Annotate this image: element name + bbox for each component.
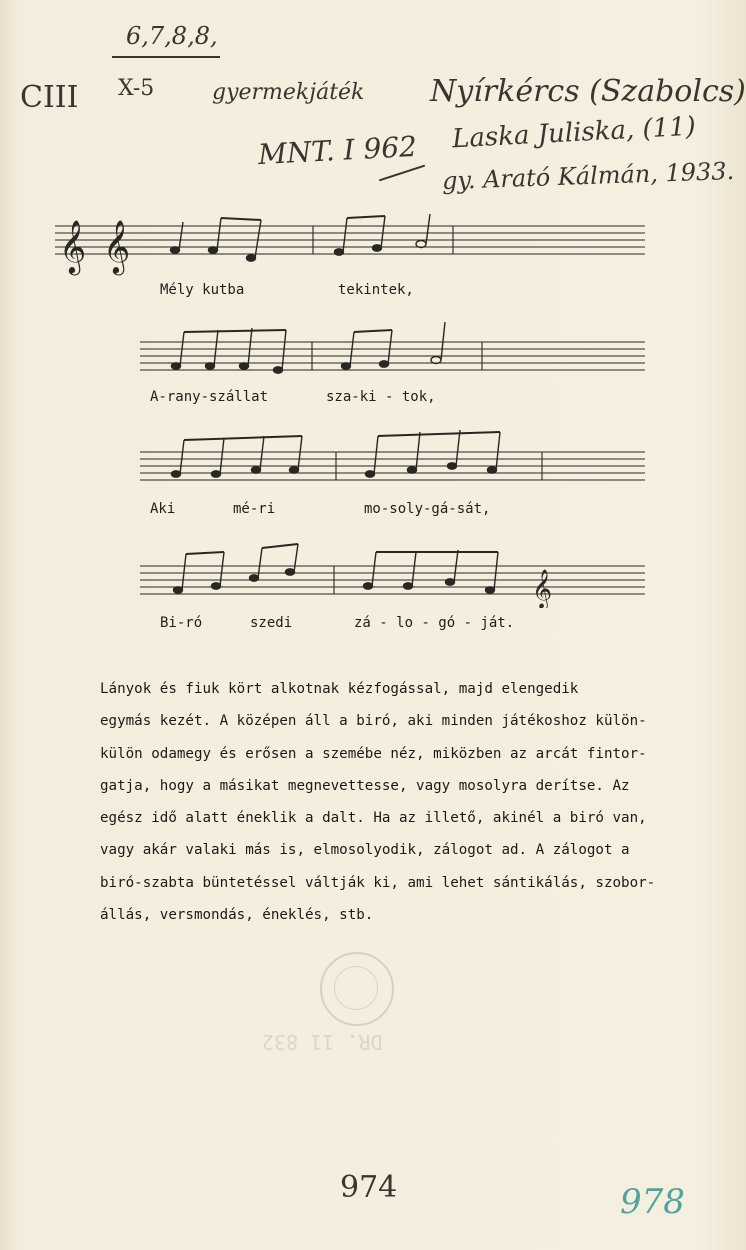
music-staff-2 (140, 318, 650, 384)
description-line: egész idő alatt éneklik a dalt. Ha az illető, akinél a biró van, (100, 810, 647, 827)
lyric-line-2b: sza-ki - tok, (326, 389, 436, 405)
lyric-line-4a: Bi-ró (160, 615, 203, 631)
catalog-number: 6,7,8,8, (126, 22, 218, 50)
description-line: biró-szabta büntetéssel váltják ki, ami lehet sántikálás, szobor- (100, 874, 656, 891)
music-staff-3 (140, 422, 650, 492)
lyric-line-4b: szedi (250, 615, 293, 631)
stamped-page-number: 978 (620, 1182, 685, 1222)
section-code: CIII (20, 80, 79, 115)
lyric-line-3b: mé-ri (233, 501, 276, 517)
catalog-underline (112, 56, 220, 58)
handwritten-page-number: 974 (340, 1170, 398, 1205)
lyric-line-3a: Aki (150, 501, 176, 517)
description-line: Lányok és fiuk kört alkotnak kézfogással, majd elengedik (100, 681, 579, 697)
archive-stamp-icon (320, 952, 394, 1026)
archive-id-underline (379, 165, 425, 182)
treble-clef-icon: 𝄞 (103, 219, 131, 273)
music-staff-1 (55, 212, 655, 278)
ending-mark-icon: 𝄞 (532, 569, 553, 608)
singer-label: Laska Juliska, (11) (451, 111, 697, 155)
archive-id: MNT. I 962 (257, 129, 418, 172)
collector-label: gy. Arató Kálmán, 1933. (441, 156, 735, 196)
description-line: gatja, hogy a másikat megnevettesse, vagy mosolyra derítse. Az (100, 777, 630, 794)
description-line: vagy akár valaki más is, elmosolyodik, zálogot ad. A zálogot a (100, 842, 630, 859)
treble-clef-icon: 𝄞 (59, 219, 87, 273)
lyric-line-4c: zá - lo - gó - ját. (354, 615, 515, 631)
description-line: egymás kezét. A középen áll a biró, aki minden játékoshoz külön- (100, 713, 647, 730)
music-staff-4 (140, 538, 650, 608)
lyric-line-1b: tekintek, (338, 282, 414, 298)
lyric-line-2a: A-rany-szállat (150, 389, 269, 405)
faint-stamp-text: DR. 11 832 (262, 1030, 383, 1054)
lyric-line-3c: mo-soly-gá-sát, (364, 501, 491, 517)
description-line: külön odamegy és erősen a szemébe néz, miközben az arcát fintor- (100, 745, 647, 762)
type-code: X-5 (118, 76, 155, 101)
lyric-line-1a: Mély kutba (160, 282, 245, 298)
location-label: Nyírkércs (Szabolcs) (430, 74, 746, 109)
genre-label: gyermekjáték (212, 80, 365, 105)
description-line: állás, versmondás, éneklés, stb. (100, 907, 374, 924)
game-description (100, 673, 660, 931)
